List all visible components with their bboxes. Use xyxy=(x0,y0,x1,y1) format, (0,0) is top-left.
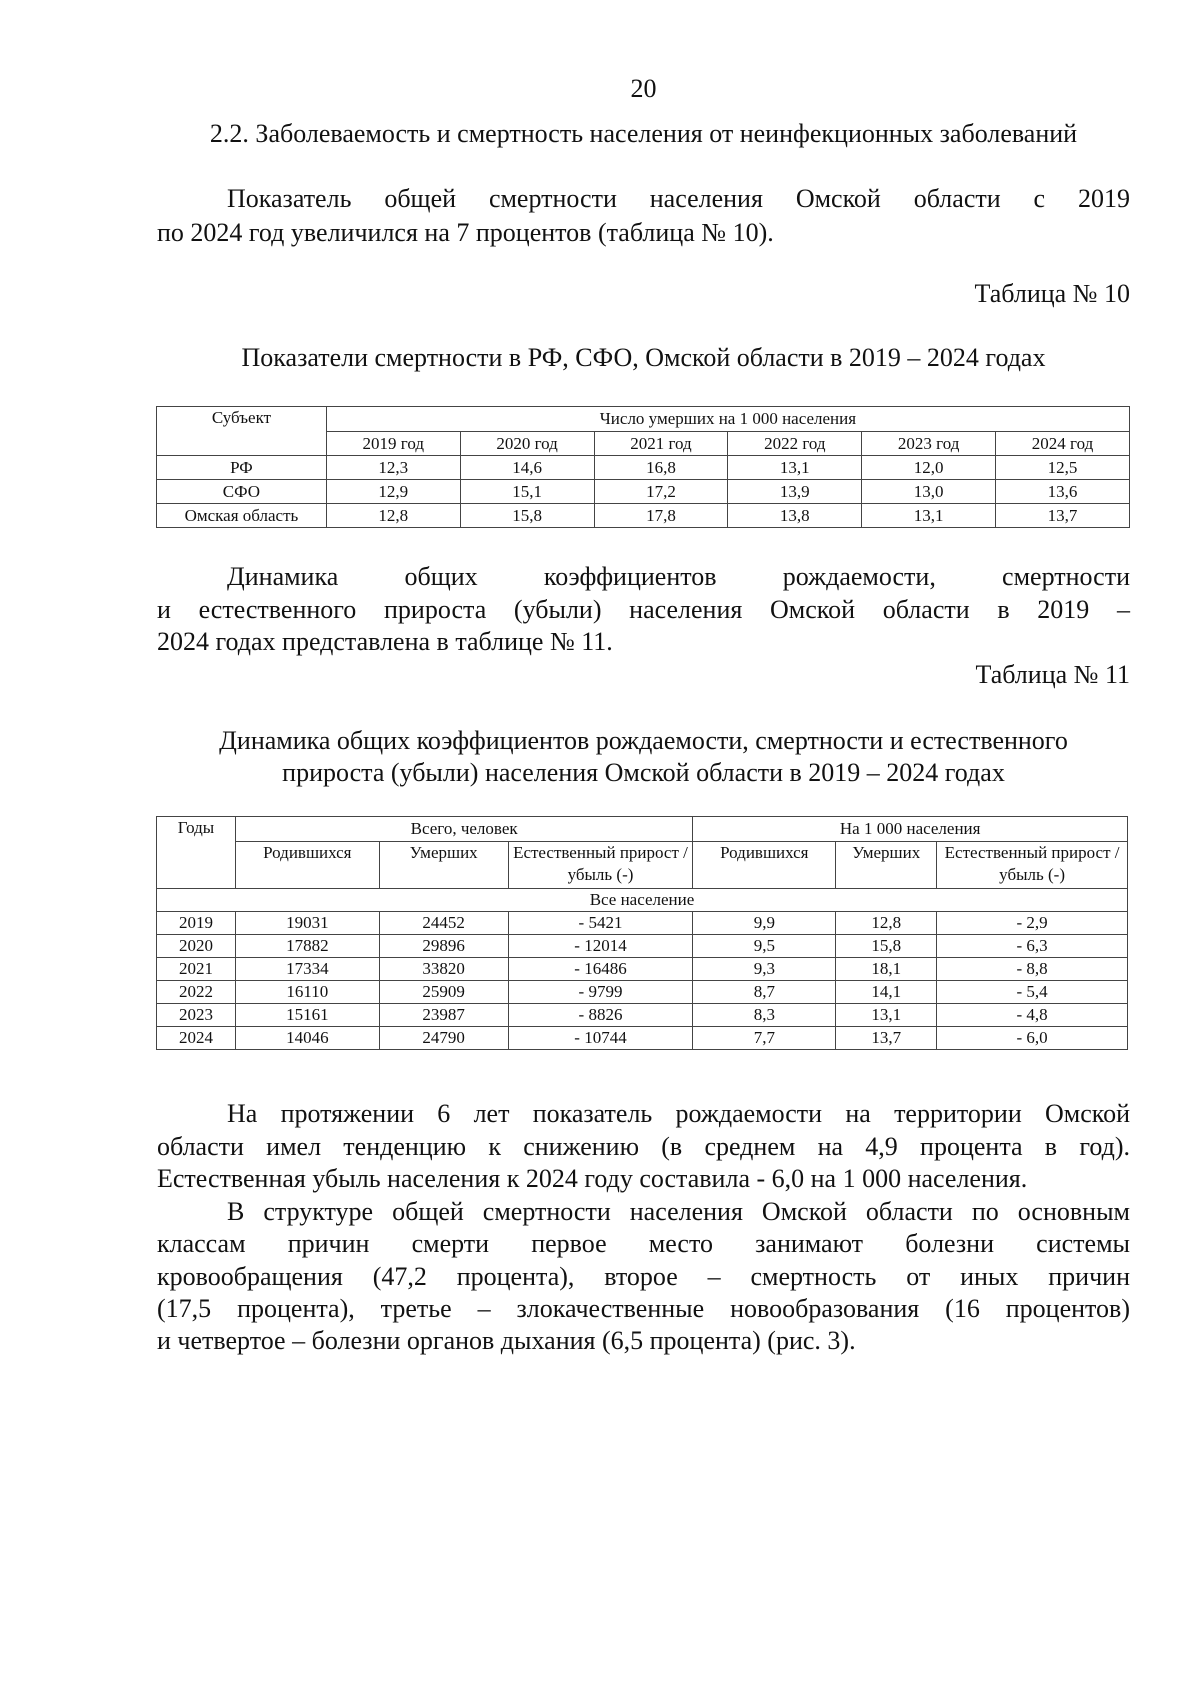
table11-cell: - 8826 xyxy=(508,1004,693,1027)
table10-cell: 13,9 xyxy=(728,480,862,504)
table11-cell: 19031 xyxy=(235,912,379,935)
paragraph-line: На протяжении 6 лет показатель рождаемости на территории Омской xyxy=(227,1099,1130,1128)
table10-subject: Омская область xyxy=(157,504,327,528)
table11-cell: 33820 xyxy=(379,958,508,981)
table11-cell: 23987 xyxy=(379,1004,508,1027)
table10-cell: 15,8 xyxy=(460,504,594,528)
paragraph-line: кровообращения (47,2 процента), второе – смертность от иных причин xyxy=(157,1262,1130,1291)
paragraph-line: и четвертое – болезни органов дыхания (6,5 процента) (рис. 3). xyxy=(157,1326,856,1355)
table-row xyxy=(157,958,1128,981)
table-row xyxy=(157,1027,1128,1050)
table11-cell: 24452 xyxy=(379,912,508,935)
table10-cell: 12,5 xyxy=(996,456,1130,480)
table11-demographics xyxy=(156,816,1128,1050)
table10-header-year: 2024 год xyxy=(996,432,1130,456)
table11-cell: 7,7 xyxy=(693,1027,836,1050)
table10-label: Таблица № 10 xyxy=(974,279,1130,308)
table10-header-year: 2021 год xyxy=(594,432,728,456)
table11-cell: 25909 xyxy=(379,981,508,1004)
section-heading: 2.2. Заболеваемость и смертность населения от неинфекционных заболеваний xyxy=(209,119,1078,148)
table11-cell: 15,8 xyxy=(836,935,937,958)
table-row xyxy=(157,935,1128,958)
paragraph-line: Динамика общих коэффициентов рождаемости, смертности xyxy=(227,562,1130,591)
table10-cell: 12,8 xyxy=(326,504,460,528)
table11-header-natural-rate: Естественный прирост / убыль (-) xyxy=(937,842,1128,889)
table-row xyxy=(157,912,1128,935)
table10-header-group: Число умерших на 1 000 населения xyxy=(326,407,1129,432)
paragraph-line: по 2024 год увеличился на 7 процентов (таблица № 10). xyxy=(157,218,774,247)
paragraph-line: Показатель общей смертности населения Омской области с 2019 xyxy=(227,184,1130,213)
table11-cell: 24790 xyxy=(379,1027,508,1050)
table11-cell: 12,8 xyxy=(836,912,937,935)
table10-cell: 12,0 xyxy=(862,456,996,480)
paragraph-line: области имел тенденцию к снижению (в среднем на 4,9 процента в год). xyxy=(157,1132,1130,1161)
table11-caption-line2: прироста (убыли) населения Омской области в 2019 – 2024 годах xyxy=(282,758,1005,787)
table11-label: Таблица № 11 xyxy=(975,660,1130,689)
table11-header-total: Всего, человек xyxy=(235,817,693,842)
table10-subject: СФО xyxy=(157,480,327,504)
table11-year: 2020 xyxy=(157,935,236,958)
table10-cell: 16,8 xyxy=(594,456,728,480)
table11-cell: 18,1 xyxy=(836,958,937,981)
paragraph-line: В структуре общей смертности населения Омской области по основным xyxy=(227,1197,1130,1226)
table10-cell: 13,7 xyxy=(996,504,1130,528)
table10-mortality xyxy=(156,406,1130,528)
table11-cell: 15161 xyxy=(235,1004,379,1027)
table10-cell: 17,8 xyxy=(594,504,728,528)
table10-cell: 13,6 xyxy=(996,480,1130,504)
table11-year: 2022 xyxy=(157,981,236,1004)
table10-header-year: 2022 год xyxy=(728,432,862,456)
table11-caption-line1: Динамика общих коэффициентов рождаемости, смертности и естественного xyxy=(219,726,1068,755)
table11-year: 2023 xyxy=(157,1004,236,1027)
paragraph-line: классам причин смерти первое место занимают болезни системы xyxy=(157,1229,1130,1258)
table11-cell: - 4,8 xyxy=(937,1004,1128,1027)
table11-cell: 8,7 xyxy=(693,981,836,1004)
table10-cell: 13,1 xyxy=(728,456,862,480)
table11-cell: 17882 xyxy=(235,935,379,958)
table11-header-died: Умерших xyxy=(379,842,508,889)
table11-cell: - 8,8 xyxy=(937,958,1128,981)
table10-cell: 14,6 xyxy=(460,456,594,480)
table11-year: 2024 xyxy=(157,1027,236,1050)
table11-cell: 16110 xyxy=(235,981,379,1004)
table11-header-died-rate: Умерших xyxy=(836,842,937,889)
table11-cell: - 16486 xyxy=(508,958,693,981)
table10-cell: 17,2 xyxy=(594,480,728,504)
table10-cell: 13,1 xyxy=(862,504,996,528)
table11-header-born-rate: Родившихся xyxy=(693,842,836,889)
table11-year: 2019 xyxy=(157,912,236,935)
table11-cell: - 5,4 xyxy=(937,981,1128,1004)
table-row xyxy=(157,456,1130,480)
table11-cell: 13,7 xyxy=(836,1027,937,1050)
table11-header-born: Родившихся xyxy=(235,842,379,889)
table11-header-per1000: На 1 000 населения xyxy=(693,817,1128,842)
table11-cell: 9,9 xyxy=(693,912,836,935)
paragraph-line: Естественная убыль населения к 2024 году составила - 6,0 на 1 000 населения. xyxy=(157,1164,1028,1193)
table10-cell: 13,0 xyxy=(862,480,996,504)
table10-header-year: 2019 год xyxy=(326,432,460,456)
table11-cell: 17334 xyxy=(235,958,379,981)
table11-cell: - 9799 xyxy=(508,981,693,1004)
table11-section-label: Все население xyxy=(157,889,1128,912)
table11-cell: 9,3 xyxy=(693,958,836,981)
table11-header-years: Годы xyxy=(157,817,236,889)
table10-caption: Показатели смертности в РФ, СФО, Омской области в 2019 – 2024 годах xyxy=(241,343,1046,372)
table11-cell: - 6,3 xyxy=(937,935,1128,958)
paragraph-line: и естественного прироста (убыли) населения Омской области в 2019 – xyxy=(157,595,1130,624)
table10-header-year: 2023 год xyxy=(862,432,996,456)
table11-cell: - 6,0 xyxy=(937,1027,1128,1050)
table11-cell: 29896 xyxy=(379,935,508,958)
table11-cell: 13,1 xyxy=(836,1004,937,1027)
table-row xyxy=(157,1004,1128,1027)
table-row xyxy=(157,981,1128,1004)
table10-subject: РФ xyxy=(157,456,327,480)
table11-cell: 8,3 xyxy=(693,1004,836,1027)
table-row xyxy=(157,504,1130,528)
table11-cell: 9,5 xyxy=(693,935,836,958)
table11-cell: - 10744 xyxy=(508,1027,693,1050)
table-row xyxy=(157,480,1130,504)
paragraph-line: (17,5 процента), третье – злокачественные новообразования (16 процентов) xyxy=(157,1294,1130,1323)
page-number: 20 xyxy=(630,74,657,103)
table11-cell: - 5421 xyxy=(508,912,693,935)
table11-cell: - 2,9 xyxy=(937,912,1128,935)
table11-cell: 14,1 xyxy=(836,981,937,1004)
table10-header-year: 2020 год xyxy=(460,432,594,456)
table10-cell: 13,8 xyxy=(728,504,862,528)
table10-cell: 12,3 xyxy=(326,456,460,480)
table10-cell: 15,1 xyxy=(460,480,594,504)
table10-header-subject: Субъект xyxy=(157,407,327,456)
paragraph-line: 2024 годах представлена в таблице № 11. xyxy=(157,627,613,656)
table11-cell: - 12014 xyxy=(508,935,693,958)
table11-year: 2021 xyxy=(157,958,236,981)
table11-cell: 14046 xyxy=(235,1027,379,1050)
table10-cell: 12,9 xyxy=(326,480,460,504)
table11-header-natural: Естественный прирост / убыль (-) xyxy=(508,842,693,889)
